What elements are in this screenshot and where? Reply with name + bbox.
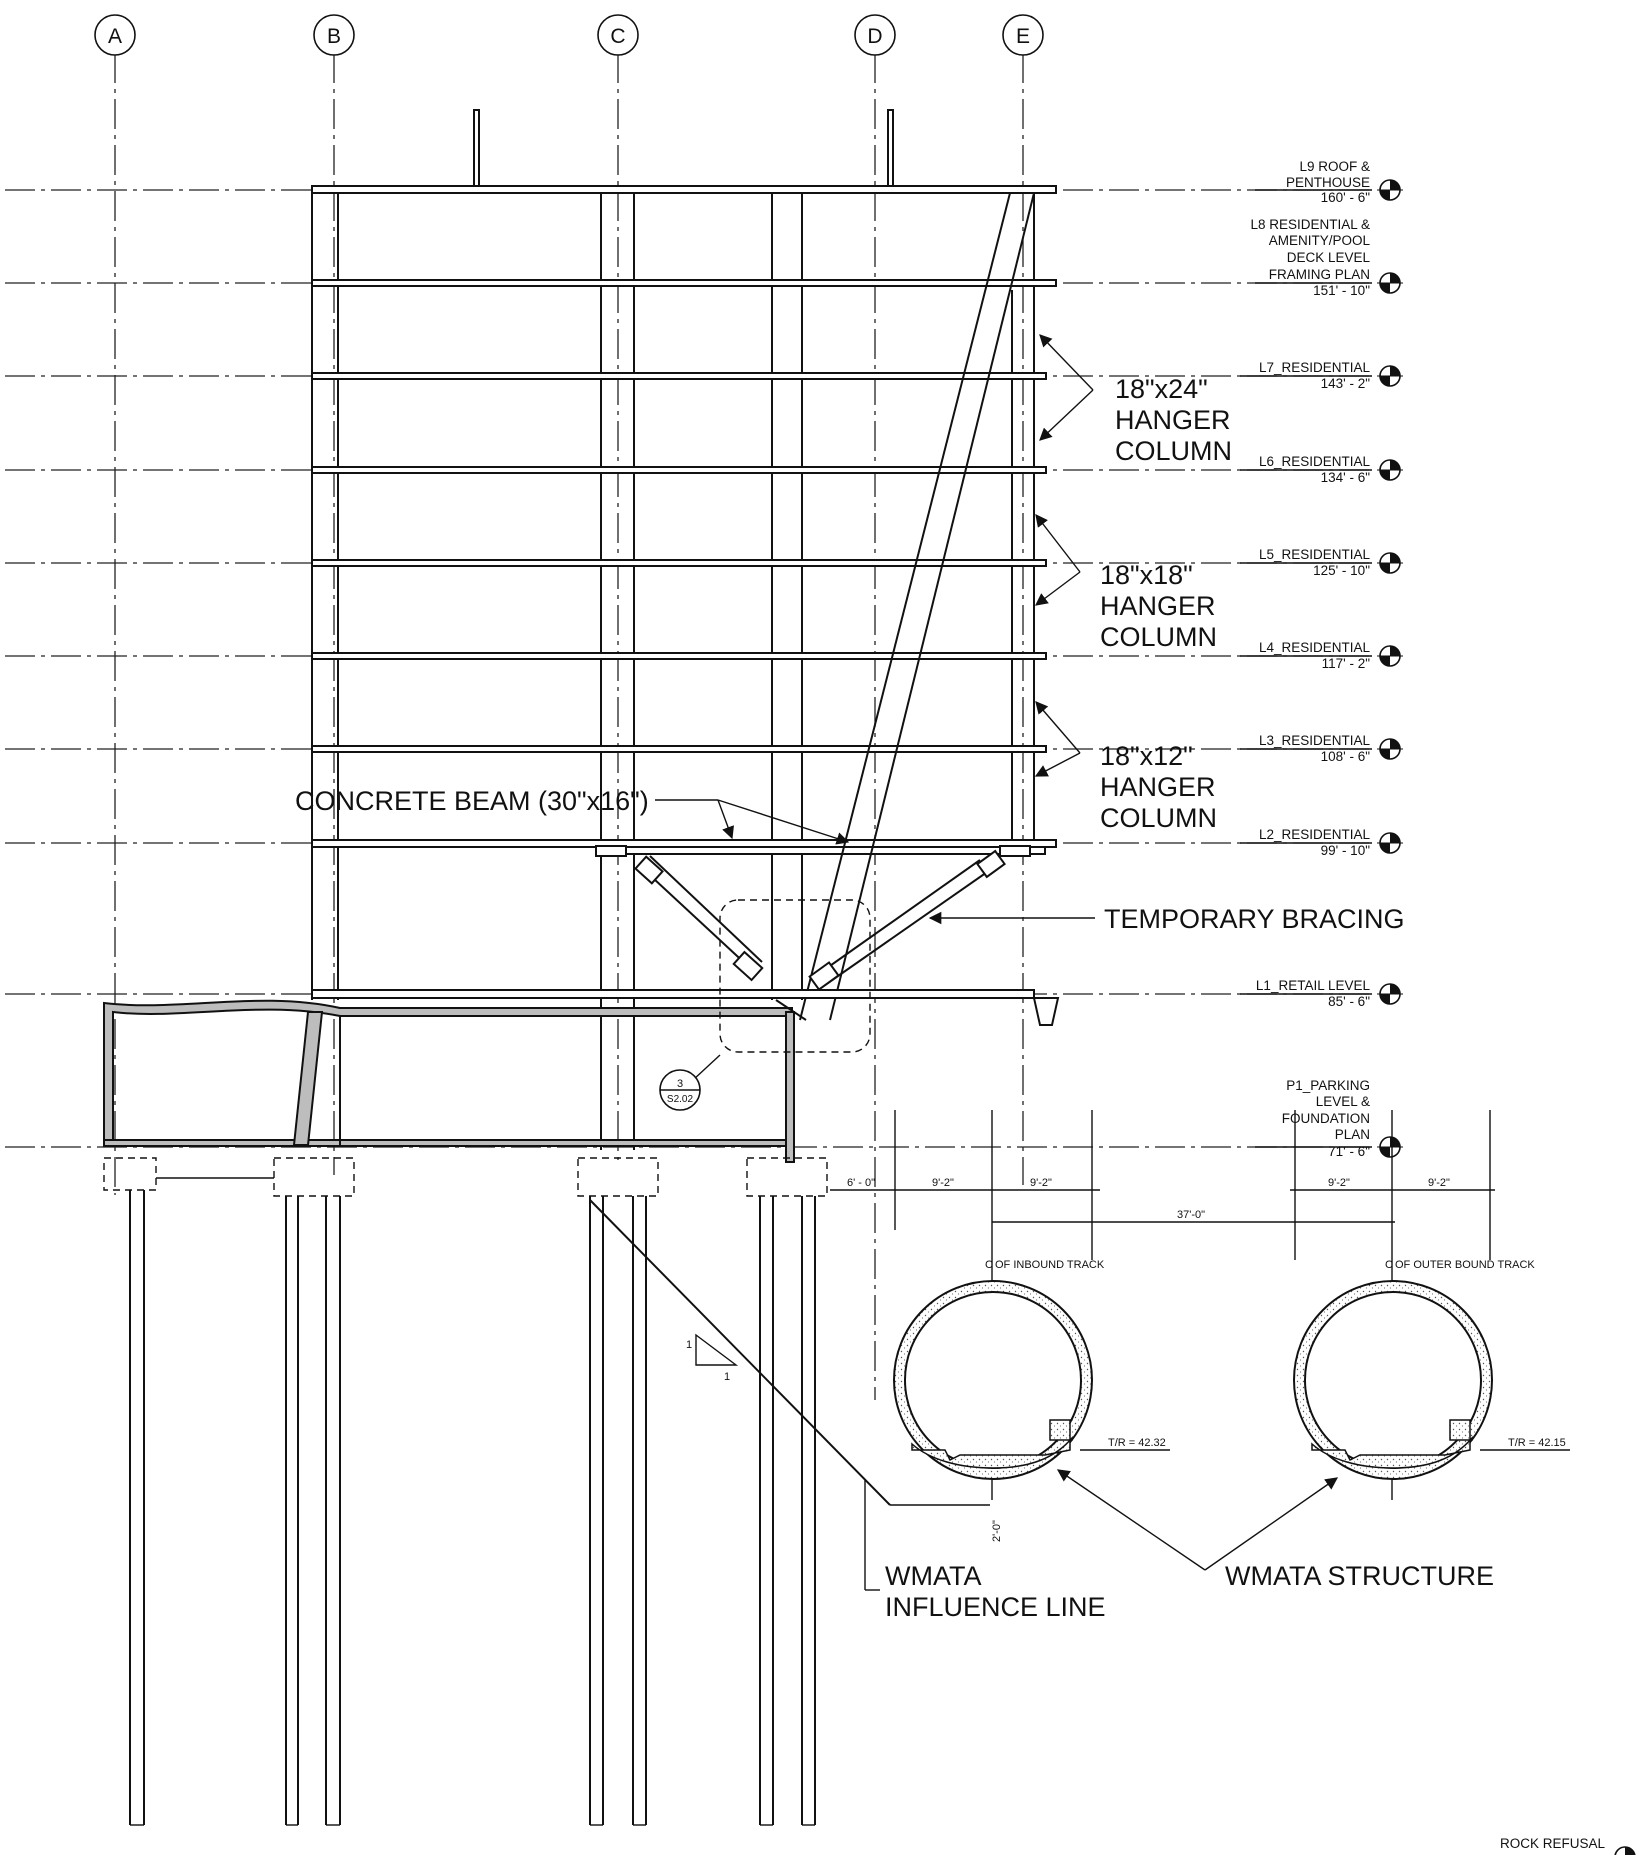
svg-text:99' - 10": 99' - 10" <box>1320 843 1370 858</box>
grid-label-a: A <box>107 25 123 48</box>
svg-text:160' - 6": 160' - 6" <box>1320 190 1370 205</box>
rock-refusal-label <box>1500 1836 1606 1851</box>
svg-text:18"x18": 18"x18" <box>1100 560 1193 590</box>
level-label-l9 <box>1255 159 1372 205</box>
elevation-marker-5 <box>1377 646 1403 666</box>
tr-inbound: T/R = 42.32 <box>1108 1437 1166 1449</box>
svg-text:WMATA: WMATA <box>885 1561 982 1591</box>
svg-text:L8 RESIDENTIAL &: L8 RESIDENTIAL & <box>1250 217 1370 232</box>
svg-text:P1_PARKING: P1_PARKING <box>1286 1078 1370 1093</box>
svg-text:FRAMING PLAN: FRAMING PLAN <box>1268 267 1370 282</box>
svg-text:108' - 6": 108' - 6" <box>1320 749 1370 764</box>
temporary-bracing <box>596 846 1030 1110</box>
svg-text:HANGER: HANGER <box>1115 405 1231 435</box>
svg-text:AMENITY/POOL: AMENITY/POOL <box>1268 233 1370 248</box>
callout-hanger-12 <box>1100 741 1217 833</box>
svg-text:134' - 6": 134' - 6" <box>1320 470 1370 485</box>
svg-text:L3_RESIDENTIAL: L3_RESIDENTIAL <box>1258 733 1370 748</box>
svg-text:L6_RESIDENTIAL: L6_RESIDENTIAL <box>1258 454 1370 469</box>
svg-text:125' - 10": 125' - 10" <box>1313 563 1370 578</box>
outer-track-label: OF OUTER BOUND TRACK <box>1395 1259 1535 1271</box>
elevation-marker-1 <box>1377 273 1403 293</box>
dim-6-0: 6' - 0" <box>847 1177 876 1189</box>
elevation-marker-0 <box>1377 180 1403 200</box>
svg-text:143' - 2": 143' - 2" <box>1320 376 1370 391</box>
callout-hanger-24 <box>1115 374 1232 466</box>
svg-text:L5_RESIDENTIAL: L5_RESIDENTIAL <box>1258 547 1370 562</box>
centerline-symbol-outer: C <box>1385 1259 1393 1271</box>
callout-hanger-18 <box>1100 560 1217 652</box>
svg-text:COLUMN: COLUMN <box>1115 436 1233 466</box>
callout-wmata-influence <box>885 1561 1106 1622</box>
detail-tag-number: 3 <box>676 1078 684 1090</box>
svg-text:18"x24": 18"x24" <box>1115 374 1208 404</box>
svg-text:ROCK REFUSAL: ROCK REFUSAL <box>1499 1836 1605 1851</box>
level-label-l8 <box>1250 217 1372 298</box>
callout-wmata-structure: WMATA STRUCTURE <box>1225 1561 1494 1591</box>
svg-text:L7_RESIDENTIAL: L7_RESIDENTIAL <box>1258 360 1370 375</box>
elevation-markers <box>1377 180 1638 1855</box>
level-label-l2 <box>1240 827 1372 858</box>
wmata-tunnel-inbound <box>894 1259 1170 1542</box>
svg-text:PLAN: PLAN <box>1334 1127 1370 1142</box>
slope-rise: 1 <box>686 1339 693 1351</box>
elevation-marker-2 <box>1377 366 1403 386</box>
dim-9-2-b: 9'-2" <box>1030 1177 1052 1189</box>
grid-bubble-a <box>95 15 135 55</box>
svg-text:L4_RESIDENTIAL: L4_RESIDENTIAL <box>1258 640 1370 655</box>
callout-concrete-beam: CONCRETE BEAM (30"x16") <box>295 786 649 816</box>
wmata-tunnel-outbound <box>1294 1259 1570 1479</box>
svg-text:FOUNDATION: FOUNDATION <box>1281 1111 1370 1126</box>
tr-outer: T/R = 42.15 <box>1508 1437 1566 1449</box>
svg-text:85' - 6": 85' - 6" <box>1328 994 1370 1009</box>
level-label-l6 <box>1240 454 1372 485</box>
grid-bubble-b <box>314 15 354 55</box>
detail-tag-sheet: S2.02 <box>666 1094 694 1105</box>
building-frame <box>104 110 1058 1162</box>
level-label-l7 <box>1240 360 1372 391</box>
grid-bubble-d <box>855 15 895 55</box>
level-label-l1 <box>1240 978 1372 1009</box>
svg-text:PENTHOUSE: PENTHOUSE <box>1285 175 1370 190</box>
svg-text:COLUMN: COLUMN <box>1100 803 1218 833</box>
svg-text:L9 ROOF &: L9 ROOF & <box>1299 159 1370 174</box>
grid-label-e: E <box>1015 25 1031 48</box>
centerline-symbol-inbound: C <box>985 1259 993 1271</box>
svg-text:INFLUENCE LINE: INFLUENCE LINE <box>885 1592 1106 1622</box>
dim-9-2-c: 9'-2" <box>1328 1177 1350 1189</box>
svg-text:151' - 10": 151' - 10" <box>1313 283 1370 298</box>
svg-text:71' - 6": 71' - 6" <box>1328 1144 1370 1159</box>
grid-bubble-e <box>1003 15 1043 55</box>
svg-text:L2_RESIDENTIAL: L2_RESIDENTIAL <box>1258 827 1370 842</box>
svg-text:18"x12": 18"x12" <box>1100 741 1193 771</box>
level-labels <box>1240 159 1605 1851</box>
elevation-marker-4 <box>1377 553 1403 573</box>
foundations-piles <box>104 1158 827 1825</box>
svg-text:HANGER: HANGER <box>1100 591 1216 621</box>
level-label-l4 <box>1240 640 1372 671</box>
slope-run: 1 <box>724 1371 731 1383</box>
elevation-marker-7 <box>1377 833 1403 853</box>
dim-9-2-d: 9'-2" <box>1428 1177 1450 1189</box>
grid-bubble-c <box>598 15 638 55</box>
svg-text:117' - 2": 117' - 2" <box>1321 656 1370 671</box>
elevation-marker-6 <box>1377 739 1403 759</box>
dim-37-0: 37'-0" <box>1177 1209 1206 1221</box>
elevation-marker-8 <box>1377 984 1403 1004</box>
inbound-track-label: OF INBOUND TRACK <box>995 1259 1105 1271</box>
level-label-p1 <box>1255 1078 1372 1159</box>
svg-text:LEVEL &: LEVEL & <box>1315 1094 1370 1109</box>
elevation-marker-3 <box>1377 460 1403 480</box>
level-lines <box>5 190 1610 1855</box>
grid-lines <box>95 15 1043 1400</box>
callout-temporary-bracing: TEMPORARY BRACING <box>1104 904 1405 934</box>
svg-text:DECK LEVEL: DECK LEVEL <box>1286 250 1370 265</box>
svg-text:L1_RETAIL LEVEL: L1_RETAIL LEVEL <box>1255 978 1370 993</box>
elevation-marker-9 <box>1377 1137 1403 1157</box>
elevation-marker-rock-refusal <box>1612 1847 1638 1855</box>
level-label-l5 <box>1240 547 1372 578</box>
level-label-l3 <box>1240 733 1372 764</box>
grid-label-b: B <box>326 25 342 48</box>
grid-label-c: C <box>610 25 626 48</box>
svg-text:COLUMN: COLUMN <box>1100 622 1218 652</box>
dim-2-0: 2'-0" <box>991 1520 1003 1542</box>
grid-label-d: D <box>867 25 883 48</box>
svg-text:HANGER: HANGER <box>1100 772 1216 802</box>
dim-9-2-a: 9'-2" <box>932 1177 954 1189</box>
